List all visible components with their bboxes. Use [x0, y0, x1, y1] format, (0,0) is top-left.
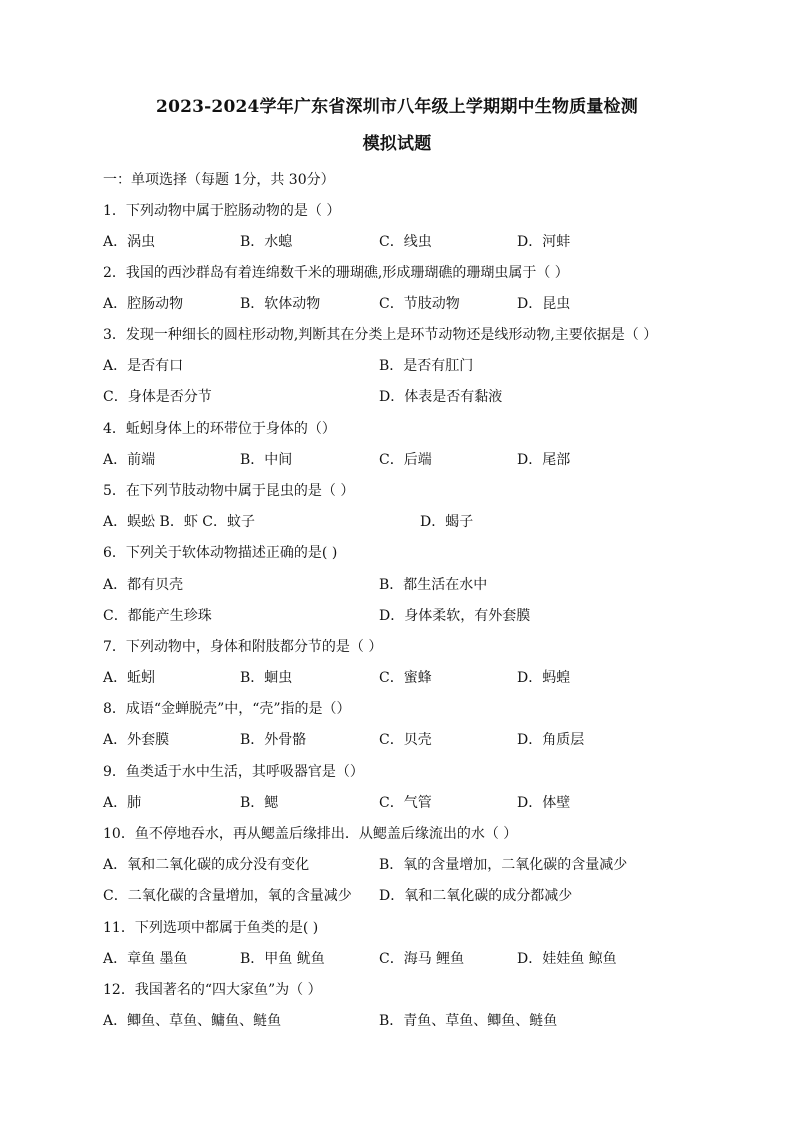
option-b: B．氧的含量增加，二氧化碳的含量减少 [379, 857, 628, 873]
option-a: A．前端 [103, 452, 156, 468]
option-b: B．鳃 [240, 795, 279, 811]
option-b: B．中间 [240, 452, 293, 468]
option-b: B．蛔虫 [240, 670, 293, 686]
option-c: C．贝壳 [379, 732, 432, 748]
option-b: B．甲鱼 鱿鱼 [240, 951, 325, 967]
option-a: A．鲫鱼、草鱼、鳙鱼、鲢鱼 [103, 1013, 282, 1029]
option-c: C．身体是否分节 [103, 389, 212, 405]
option-b: B．都生活在水中 [379, 577, 488, 593]
option-b: B．是否有肛门 [379, 358, 474, 374]
option-b: B．水螅 [240, 234, 293, 250]
option-d: D．体表是否有黏液 [379, 389, 503, 405]
option-a: A．外套膜 [103, 732, 170, 748]
option-c: C．都能产生珍珠 [103, 608, 212, 624]
option-a: A．腔肠动物 [103, 296, 184, 312]
question-stem: 3．发现一种细长的圆柱形动物,判断其在分类上是环节动物还是线形动物,主要依据是（ ） [103, 327, 658, 343]
question-stem: 9．鱼类适于水中生活，其呼吸器官是（） [103, 764, 364, 780]
option-b: B．青鱼、草鱼、鲫鱼、鲢鱼 [379, 1013, 558, 1029]
option-d: D．蝎子 [420, 514, 474, 530]
question-stem: 12．我国著名的“四大家鱼”为（ ） [103, 982, 322, 998]
option-d: D．河蚌 [517, 234, 571, 250]
option-a: A．肺 [103, 795, 142, 811]
option-c: C．线虫 [379, 234, 432, 250]
section-heading: 一：单项选择（每题 1分，共 30分） [103, 172, 335, 188]
option-b: B．外骨骼 [240, 732, 307, 748]
option-d: D．体壁 [517, 795, 571, 811]
option-d: D．角质层 [517, 732, 585, 748]
option-c: C．气管 [379, 795, 432, 811]
question-stem: 7．下列动物中，身体和附肢都分节的是（ ） [103, 639, 383, 655]
option-d: D．尾部 [517, 452, 571, 468]
question-stem: 1．下列动物中属于腔肠动物的是（ ） [103, 203, 341, 219]
option-c: C．二氧化碳的含量增加，氧的含量减少 [103, 888, 352, 904]
option-a: A．蚯蚓 [103, 670, 156, 686]
question-stem: 5．在下列节肢动物中属于昆虫的是（ ） [103, 483, 355, 499]
question-stem: 8．成语“金蝉脱壳”中，“壳”指的是（） [103, 701, 351, 717]
option-a: A．都有贝壳 [103, 577, 184, 593]
option-c: C．海马 鲤鱼 [379, 951, 465, 967]
option-a: A．章鱼 墨鱼 [103, 951, 188, 967]
option-d: D．蚂蝗 [517, 670, 571, 686]
option-d: D．身体柔软，有外套膜 [379, 608, 531, 624]
option-d: D．氧和二氧化碳的成分都减少 [379, 888, 573, 904]
question-stem: 2．我国的西沙群岛有着连绵数千米的珊瑚礁,形成珊瑚礁的珊瑚虫属于（ ） [103, 265, 569, 281]
option-c: C．蜜蜂 [379, 670, 432, 686]
option-c: C．后端 [379, 452, 432, 468]
doc-title-line1: 2023-2024学年广东省深圳市八年级上学期期中生物质量检测 [156, 97, 638, 117]
question-stem: 6．下列关于软体动物描述正确的是( ) [103, 545, 338, 561]
option-d: D．娃娃鱼 鲸鱼 [517, 951, 617, 967]
question-stem: 10．鱼不停地吞水，再从鳃盖后缘排出．从鳃盖后缘流出的水（ ） [103, 826, 518, 842]
option-a: A．氧和二氧化碳的成分没有变化 [103, 857, 310, 873]
question-stem: 11．下列选项中都属于鱼类的是( ) [103, 920, 319, 936]
option-b: B．软体动物 [240, 296, 321, 312]
option-c: C．节肢动物 [379, 296, 460, 312]
option-a: A．涡虫 [103, 234, 156, 250]
option-d: D．昆虫 [517, 296, 571, 312]
option-a: A．是否有口 [103, 358, 184, 374]
question-stem: 4．蚯蚓身体上的环带位于身体的（） [103, 421, 336, 437]
doc-title-line2: 模拟试题 [362, 134, 432, 154]
option-abc: A．蜈蚣 B．虾 C．蚊子 [103, 514, 256, 530]
